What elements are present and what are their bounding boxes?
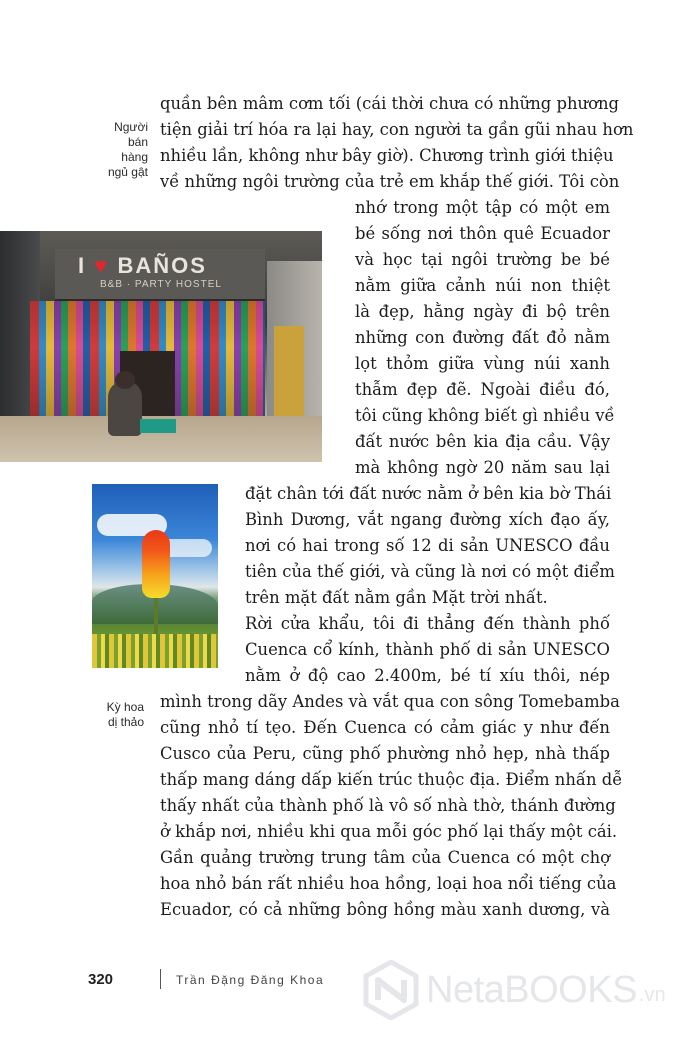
text-line: thẫm đẹp đẽ. Ngoài điều đó, [355, 380, 610, 399]
text-line: nằm giữa cảnh núi non thiệt [355, 276, 610, 295]
page-number: 320 [88, 971, 114, 988]
text-line: Cusco của Peru, cũng phố phường nhỏ hẹp, nhà thấp [160, 744, 610, 763]
watermark-suffix: .vn [638, 983, 666, 1006]
text-line: Gần quảng trường trung tâm của Cuenca có một chợ [160, 848, 610, 867]
text-line: cũng nhỏ tí tẹo. Đến Cuenca có cảm giác y như đến [160, 718, 610, 737]
text-line: thấy nhất của thành phố là vô số nhà thờ, thánh đường [160, 796, 616, 815]
footer-divider [160, 969, 161, 989]
text-line: Cuenca cổ kính, thành phố di sản UNESCO [245, 640, 610, 659]
torch-lily-photo [92, 484, 218, 668]
shop-sign: I ♥ BAÑOS [78, 253, 207, 278]
text-line: mà không ngờ 20 năm sau lại [355, 458, 610, 477]
text-line: Rời cửa khẩu, tôi đi thẳng đến thành phố [245, 614, 610, 633]
text-line: tiên của thế giới, và cũng là nơi có một điểm [245, 562, 615, 581]
text-line: là đẹp, hằng ngày đi bộ trên [355, 302, 610, 321]
footer-author: Trần Đặng Đăng Khoa [176, 973, 325, 987]
text-line: thấp mang dáng dấp kiến trúc thuộc địa. Điểm nhấn dễ [160, 770, 623, 789]
shop-subsign: B&B · PARTY HOSTEL [100, 279, 222, 290]
text-line: về những ngôi trường của trẻ em khắp thế giới. Tôi còn [160, 172, 620, 191]
text-line: nhiều lần, không như bây giờ). Chương trình giới thiệu [160, 146, 614, 165]
text-line: đất nước bên kia địa cầu. Vậy [355, 432, 610, 451]
text-line: nhớ trong một tập có một em [355, 198, 610, 217]
text-line: mình trong dãy Andes và vắt qua con sông Tomebamba [160, 692, 620, 711]
text-line: lọt thỏm giữa vùng núi xanh [355, 354, 610, 373]
text-line: ở khắp nơi, nhiều khi qua mỗi góc phố lại thấy một cái. [160, 822, 618, 841]
netabooks-logo-icon [362, 960, 420, 1020]
heart-icon: ♥ [94, 253, 110, 278]
text-line: tiện giải trí hóa ra lại hay, con người ta gần gũi nhau hơn [160, 120, 634, 139]
torch-lily-bloom [142, 530, 170, 598]
shop-photo [0, 231, 322, 462]
text-line: tôi cũng không biết gì nhiều về [355, 406, 615, 425]
sleeping-vendor [108, 381, 142, 436]
text-line: đặt chân tới đất nước nằm ở bên kia bờ Thái [245, 484, 612, 503]
watermark [362, 960, 666, 1020]
text-line: nằm ở độ cao 2.400m, bé tí xíu thôi, nép [245, 666, 610, 685]
text-line: những con đường đất đỏ nằm [355, 328, 610, 347]
caption-sleeping-seller: Người bán hàng ngủ gật [107, 120, 148, 179]
caption-torch-lily: Kỳ hoa dị thảo [106, 700, 144, 729]
watermark-text: NetaBOOKS [426, 968, 637, 1011]
text-line: Bình Dương, vắt ngang đường xích đạo ấy, [245, 510, 610, 529]
text-line: và học tại ngôi trường be bé [355, 250, 610, 269]
text-line: trên mặt đất nằm gần Mặt trời nhất. [245, 588, 548, 607]
text-line: nơi có hai trong số 12 di sản UNESCO đầu [245, 536, 610, 555]
text-line: quần bên mâm cơm tối (cái thời chưa có những phương [160, 94, 619, 113]
text-line: bé sống nơi thôn quê Ecuador [355, 224, 610, 243]
text-line: Ecuador, có cả những bông hồng màu xanh dương, và [160, 900, 610, 919]
text-line: hoa nhỏ bán rất nhiều hoa hồng, loại hoa nổi tiếng của [160, 874, 617, 893]
